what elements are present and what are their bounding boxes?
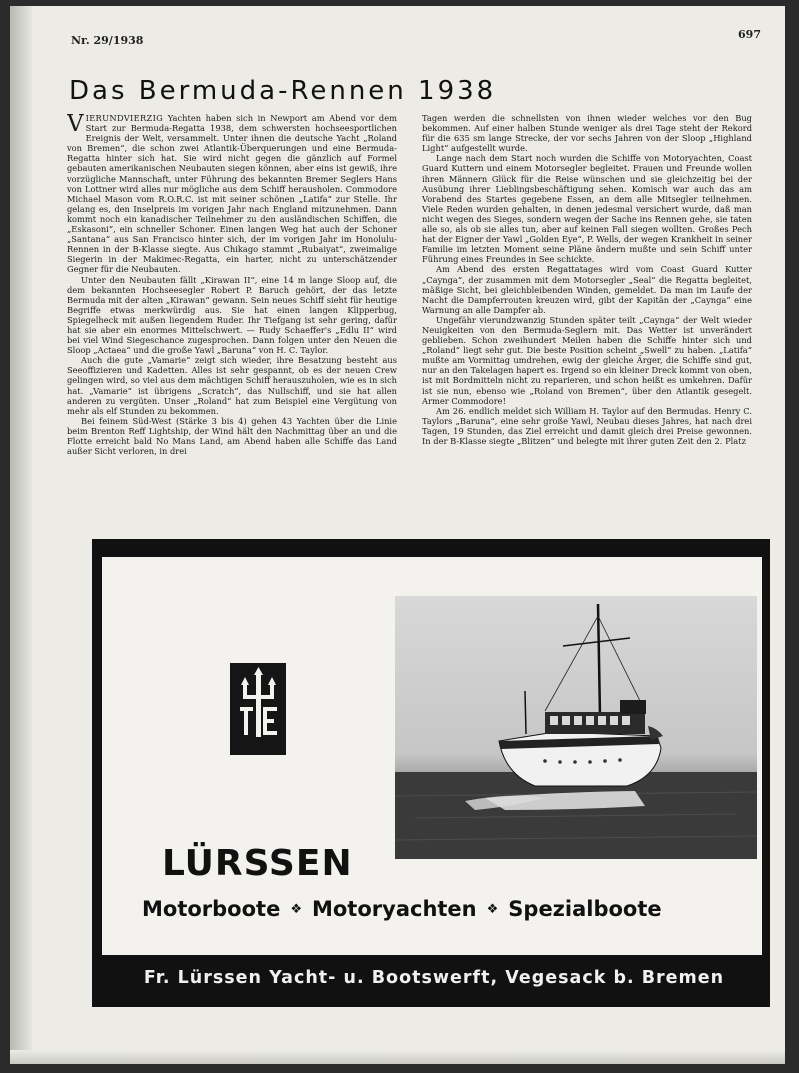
diamond-separator-icon: ❖ — [486, 902, 499, 917]
article-paragraph: Lange nach dem Start noch wurden die Schiffe von Motoryachten, Coast Guard Kuttern und einem Motorsegler begleitet. Frauen und Freunde wollen ihren Männern Glück für die Reise wünschen und sie gleichzeitig bei der Ausübung ihrer Lieblingsbeschäftigung sehen. Komisch war auch das am Vorabend des Startes gegebene Essen, an dem alle Mitsegler teilnehmen. Viele Reden wurden gehalten, in denen jedesmal versichert wurde, daß man nicht wegen des Sieges, sondern wegen der Sache ins Rennen gehe, sie taten alle so, als ob sie alles tun, aber auf keinen Fall siegen wollten. Großes Pech hat der Eigner der Yawl „Golden Eye“, P. Wells, der wegen Krankheit in seiner Familie im letzten Moment seine Pläne ändern mußte und sein Schiff unter Führung eines Freundes in See schickte. — [422, 153, 752, 265]
brand-name: LÜRSSEN — [162, 843, 353, 884]
product-item: Spezialboote — [508, 897, 662, 921]
company-footer: Fr. Lürssen Yacht- u. Bootswerft, Vegesack b. Bremen — [143, 968, 725, 988]
article-title: Das Bermuda-Rennen 1938 — [69, 76, 497, 106]
product-line — [142, 897, 742, 921]
motor-yacht-photo — [395, 596, 757, 859]
diamond-separator-icon: ❖ — [290, 902, 302, 917]
page-number: 697 — [738, 28, 761, 41]
article-paragraph: Am 26. endlich meldet sich William H. Taylor auf den Bermudas. Henry C. Taylors „Baruna“, eine sehr große Yawl, Neubau dieses Jahres, hat nach drei Tagen, 19 Stunden, das Ziel erreicht und damit gleich drei Preise gewonnen. In der B-Klasse siegte „Blitzen“ und belegte mit ihrer guten Zeit den 2. Platz — [422, 405, 752, 446]
advertisement-panel — [102, 557, 762, 955]
page-gutter — [10, 6, 32, 1064]
article-column-right — [422, 113, 752, 533]
article-paragraph: Unter den Neubauten fällt „Kirawan II“, eine 14 m lange Sloop auf, die dem bekannten Hochseesegler Robert P. Baruch gehört, der das letzte Bermuda mit der alten „Kirawan“ gewann. Sein neues Schiff sieht für heutige Begriffe etwas merkwürdig aus. Sie hat einen langen Klipperbug, Spiegelheck mit außen liegendem Ruder. Ihr Tiefgang ist sehr gering, dafür hat sie aber ein enormes Mittelschwert. — Rudy Schaeffer's „Edlu II“ wird bei viel Wind Siegeschance zugesprochen. Dann folgen unter den Neuen die Sloop „Actaea“ und die große Yawl „Baruna“ von H. C. Taylor. — [67, 274, 397, 356]
luerssen-advertisement — [92, 539, 770, 1007]
product-item: Motorboote — [142, 897, 281, 921]
article-paragraph: VIERUNDVIERZIG Yachten haben sich in Newport am Abend vor dem Start zur Bermuda-Regatta 1938, dem schwersten hochseesportlichen Ereignis der Welt, versammelt. Unter ihnen die deutsche Yacht „Roland von Bremen“, die schon zwei Atlantik-Überquerungen und eine Bermuda-Regatta hinter sich hat. Sie wird nicht gegen die gänzlich auf Formel gebauten amerikanischen Neubauten siegen können, aber eins ist gewiß, ihre vorzügliche Mannschaft, unter Führung des bekannten Bremer Seglers Hans von Lottner wird alles nur mögliche aus dem Schiff herausholen. Commodore Michael Mason vom R.O.R.C. ist mit seiner schönen „Latifa“ zur Stelle. Ihr gelang es, den Inselpreis im vorigen Jahr nach England mitzunehmen. Dann kommt noch ein kanadischer Teilnehmer zu den ausländischen Schiffen, die „Eskasoni“, ein schneller Schoner. Einen langen Weg hat auch der Schoner „Santana“ aus San Francisco hinter sich, der im vorigen Jahr im Honolulu-Rennen in der B-Klasse siegte. Aus Chikago stammt „Rubaiyat“, zweimalige Siegerin in der Makimec-Regatta, ein harter, nicht zu unterschätzender Gegner für die Neubauten. — [67, 113, 397, 275]
lead-caps: IERUNDVIERZIG — [85, 113, 164, 123]
magazine-page — [10, 6, 785, 1064]
article-paragraph: Bei feinem Süd-West (Stärke 3 bis 4) gehen 43 Yachten über die Linie beim Brenton Reff Lightship, der Wind hält den Nachmittag über an und die Flotte erreicht bald No Mans Land, am Abend haben alle Schiffe das Land außer Sicht verloren, in drei — [67, 415, 397, 457]
article-paragraph: Ungefähr vierundzwanzig Stunden später teilt „Caynga“ der Welt wieder Neuigkeiten von den Bermuda-Seglern mit. Das Wetter ist unverändert geblieben. Schon zweihundert Meilen haben die Schiffe hinter sich und „Roland“ liegt sehr gut. Die beste Position scheint „Swell“ zu haben. „Latifa“ mußte am Vormittag umdrehen, ewig der gleiche Ärger, die Schiffe sind gut, nur an den Takelagen hapert es. Irgend so ein kleiner Dreck kommt von oben, ist mit Bordmitteln nicht zu reparieren, und schon heißt es umkehren. Dafür ist sie nun, ebenso wie „Roland von Bremen“, über den Atlantik gesegelt. Armer Commodore! — [422, 314, 752, 406]
page-bottom-shade — [10, 1050, 785, 1064]
article-column-left — [67, 113, 397, 533]
article-paragraph: Tagen werden die schnellsten von ihnen wieder welches vor den Bug bekommen. Auf einer halben Stunde weniger als drei Tage steht der Rekord für die 635 sm lange Strecke, der vor sechs Jahren von der Sloop „Highland Light“ aufgestellt wurde. — [422, 113, 752, 154]
product-item: Motoryachten — [311, 897, 477, 921]
article-paragraph: Auch die gute „Vamarie“ zeigt sich wieder, ihre Besatzung besteht aus Seeoffizieren und Kadetten. Alles ist sehr gespannt, ob es der neuen Crew gelingen wird, so viel aus dem mächtigen Schiff herauszuholen, wie es in sich hat. „Vamarie“ ist übrigens „Scratch“, das Nullschiff, und sie hat allen anderen zu vergüten. Unser „Roland“ hat zum Beispiel eine Vergütung von mehr als elf Stunden zu bekommen. — [67, 355, 397, 416]
article-paragraph: Am Abend des ersten Regattatages wird vom Coast Guard Kutter „Caynga“, der zusammen mit dem Motorsegler „Seal“ die Regatta begleitet, mäßige Sicht, bei gleichbleibenden Winden, gemeldet. Da man im Laufe der Nacht die Dampferrouten kreuzen wird, gibt der Kapitän der „Caynga“ eine Warnung an alle Dampfer ab. — [422, 264, 752, 315]
trident-logo-icon — [230, 663, 286, 755]
drop-cap: V — [67, 113, 84, 137]
issue-number: Nr. 29/1938 — [71, 34, 144, 47]
